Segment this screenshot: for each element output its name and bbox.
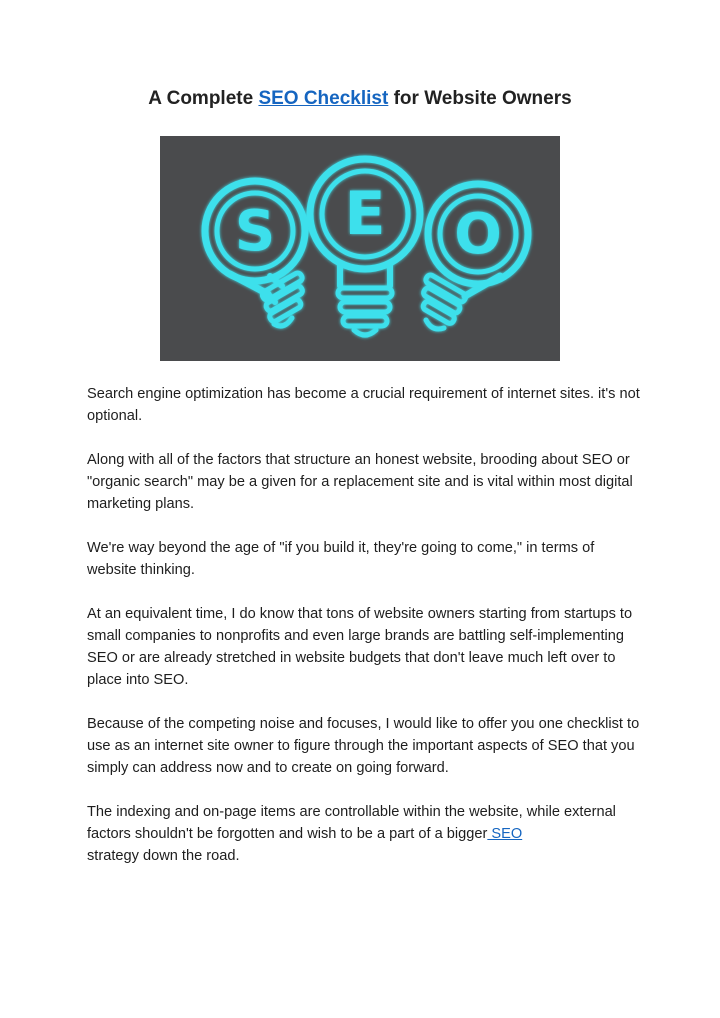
paragraph-3: We're way beyond the age of "if you build it, they're going to come," in terms of website thinking. (87, 540, 595, 578)
paragraph-5: Because of the competing noise and focuses, I would like to offer you one checklist to use as an internet site owner to figure through the important aspects of SEO that you simply can address now and to create on going forward. (87, 716, 640, 776)
letter-e: E (344, 179, 386, 249)
paragraph-6-text: The indexing and on-page items are controllable within the website, while external factors shouldn't be forgotten and wish to be a part of a bigger (87, 804, 616, 842)
lightbulbs-illustration (160, 136, 560, 361)
paragraph-6 (87, 801, 647, 867)
title-suffix: for Website Owners (388, 88, 572, 109)
seo-lightbulbs-image (160, 136, 560, 361)
letter-s: S (234, 199, 276, 264)
article-body (87, 383, 647, 889)
paragraph-6-tail: strategy down the road. (87, 848, 240, 864)
seo-checklist-link[interactable]: SEO Checklist (258, 88, 389, 109)
page-title (0, 88, 720, 110)
seo-link[interactable]: SEO (487, 826, 523, 842)
paragraph-4: At an equivalent time, I do know that tons of website owners starting from startups to small companies to nonprofits and even large brands are battling self-implementing SEO or are already stretched in website budgets that don't leave much left over to place into SEO. (87, 606, 633, 688)
paragraph-2: Along with all of the factors that structure an honest website, brooding about SEO or "organic search" may be a given for a replacement site and is vital within most digital marketing plans. (87, 452, 633, 512)
letter-o: O (454, 202, 502, 267)
paragraph-1: Search engine optimization has become a crucial requirement of internet sites. it's not optional. (87, 386, 640, 424)
title-prefix: A Complete (148, 88, 259, 109)
